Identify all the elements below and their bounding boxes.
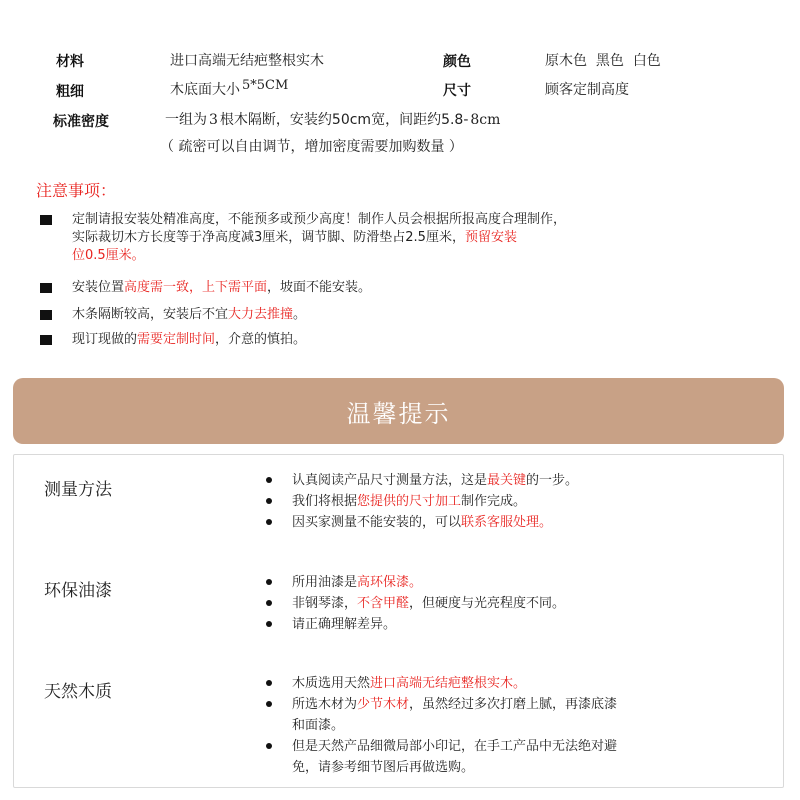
notice-item-line3: 位0.5厘米。 (72, 248, 145, 263)
tip-text: 所用油漆是 (292, 575, 358, 590)
tip-item-measure-3 (266, 512, 776, 533)
notice-item-line2 (72, 229, 770, 247)
notice-item-text: 安装位置 (72, 280, 125, 295)
size-value: 顾客定制高度 (545, 82, 629, 98)
tip-item-wood-2 (266, 694, 776, 736)
tip-text: 非钢琴漆， (292, 596, 358, 611)
tips-banner-title: 温馨提示 (346, 399, 451, 428)
notice-item-text: 现订现做的 (72, 332, 138, 347)
tip-highlight: 高环保漆。 (357, 575, 423, 590)
bullet-icon (266, 498, 272, 504)
notice-item-stability (40, 306, 770, 324)
tip-text: 木质选用天然 (292, 676, 371, 691)
notice-item-text-end: ，坡面不能安装。 (267, 280, 372, 295)
tip-text-end: ，虽然经过多次打磨上腻，再漆底漆 (409, 697, 618, 712)
notice-item-highlight: 需要定制时间 (137, 332, 216, 347)
notice-title: 注意事项： (36, 181, 117, 200)
square-bullet-icon (40, 310, 52, 320)
notice-item-highlight: 预留安装 (464, 230, 517, 245)
tips-wood-title: 天然木质 (44, 682, 112, 702)
tip-text-end: 的一步。 (526, 473, 579, 488)
tip-text-line2: 免，请参考细节图后再做选购。 (292, 760, 475, 775)
tip-text: 请正确理解差异。 (292, 617, 397, 632)
color-values (545, 50, 661, 70)
tip-text: 但是天然产品细微局部小印记，在手工产品中无法绝对避 (292, 739, 618, 754)
tip-highlight: 少节木材 (357, 697, 410, 712)
tip-text: 我们将根据 (292, 494, 358, 509)
density-prefix: 一组为 (165, 112, 207, 128)
notice-item-text: 木条隔断较高，安装后不宜 (72, 307, 229, 322)
tip-item-paint-2 (266, 593, 776, 614)
thickness-label: 粗细 (56, 84, 84, 100)
bullet-icon (266, 701, 272, 707)
notice-item-highlight: 大力去推撞 (228, 307, 294, 322)
tip-text-end: ，但硬度与光亮程度不同。 (409, 596, 566, 611)
color-option-white: 白色 (632, 53, 661, 69)
density-suffix: 根木隔断，安装约50cm宽，间距约5.8- (219, 112, 469, 128)
tip-item-wood-1 (266, 673, 776, 694)
density-note: （ 疏密可以自由调节，增加密度需要加购数量 ） (160, 139, 463, 155)
density-label: 标准密度 (53, 114, 109, 130)
notice-item-install-position (40, 279, 770, 297)
tips-measure-title: 测量方法 (44, 480, 112, 500)
color-label: 颜色 (443, 54, 471, 70)
material-label: 材料 (56, 54, 84, 70)
tip-text: 所选木材为 (292, 697, 358, 712)
color-option-wood: 原木色 (545, 53, 587, 69)
notice-item-text-end: 。 (293, 307, 307, 322)
square-bullet-icon (40, 215, 52, 225)
tip-text: 因买家测量不能安装的，可以 (292, 515, 462, 530)
tips-panel (13, 454, 784, 788)
bullet-icon (266, 519, 272, 525)
tip-highlight: 联系客服处理。 (461, 515, 553, 530)
square-bullet-icon (40, 283, 52, 293)
tip-text-line2: 和面漆。 (292, 718, 345, 733)
size-label: 尺寸 (443, 83, 471, 99)
tip-text: 认真阅读产品尺寸测量方法，这是 (292, 473, 488, 488)
notice-item-line2-text: 实际裁切木方长度等于净高度减3厘米，调节脚、防滑垫占2.5厘米， (72, 230, 465, 245)
density-end: 8cm (470, 112, 501, 128)
density-count: 3 (209, 112, 218, 128)
bullet-icon (266, 621, 272, 627)
bullet-icon (266, 743, 272, 749)
tip-item-wood-3 (266, 736, 776, 778)
bullet-icon (266, 477, 272, 483)
tip-item-paint-3 (266, 614, 776, 635)
color-option-black: 黑色 (595, 53, 624, 69)
notice-item-text-end: ，介意的慎拍。 (215, 332, 307, 347)
bullet-icon (266, 680, 272, 686)
tip-item-measure-1 (266, 470, 776, 491)
bullet-icon (266, 600, 272, 606)
bullet-icon (266, 579, 272, 585)
tips-banner (13, 378, 784, 444)
thickness-value (170, 79, 288, 99)
material-value: 进口高端无结疤整根实木 (170, 53, 324, 69)
density-value (165, 109, 500, 129)
tip-highlight: 不含甲醛 (357, 596, 410, 611)
notice-item-made-to-order (40, 331, 770, 349)
notice-item-highlight: 高度需一致，上下需平面 (124, 280, 268, 295)
tip-highlight: 进口高端无结疤整根实木。 (370, 676, 527, 691)
tip-text-end: 制作完成。 (461, 494, 527, 509)
tips-paint-title: 环保油漆 (44, 581, 112, 601)
thickness-prefix: 木底面大小 (170, 82, 240, 98)
thickness-size: 5*5CM (242, 78, 289, 93)
tip-item-paint-1 (266, 572, 776, 593)
square-bullet-icon (40, 335, 52, 345)
tip-highlight: 您提供的尺寸加工 (357, 494, 462, 509)
tip-highlight: 最关键 (487, 473, 527, 488)
tip-item-measure-2 (266, 491, 776, 512)
notice-item-text: 定制请报安装处精准高度，不能预多或预少高度！制作人员会根据所报高度合理制作， (72, 212, 567, 227)
notice-item-custom-height (40, 211, 770, 265)
